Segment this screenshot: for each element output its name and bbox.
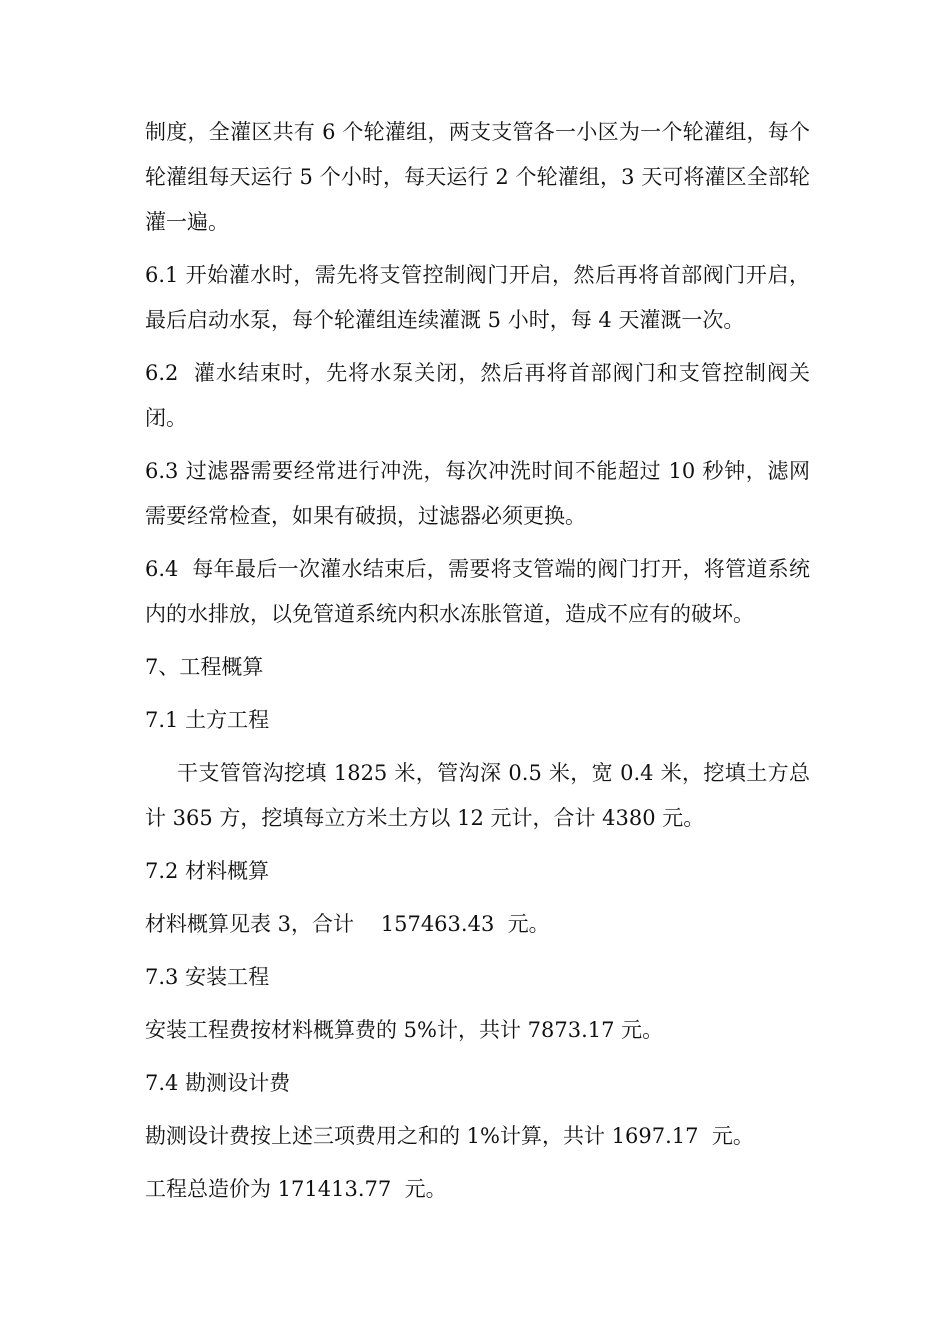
paragraph-6-4: 6.4 每年最后一次灌水结束后，需要将支管端的阀门打开，将管道系统内的水排放，以免管道系统内积水冻胀管道，造成不应有的破坏。	[145, 557, 810, 626]
subsection-heading-7-3: 7.3 安装工程	[145, 965, 270, 989]
paragraph-earthwork: 干支管管沟挖填 1825 米，管沟深 0.5 米，宽 0.4 米，挖填土方总计 365 方，挖填每立方米土方以 12 元计，合计 4380 元。	[145, 761, 810, 830]
paragraph-6-3: 6.3 过滤器需要经常进行冲洗，每次冲洗时间不能超过 10 秒钟，滤网需要经常检查，如果有破损，过滤器必须更换。	[145, 459, 810, 528]
section-heading-7: 7、工程概算	[145, 655, 264, 679]
paragraph-6-1: 6.1 开始灌水时，需先将支管控制阀门开启，然后再将首部阀门开启，最后启动水泵，每个轮灌组连续灌溉 5 小时，每 4 天灌溉一次。	[145, 263, 810, 332]
subsection-heading-7-1: 7.1 土方工程	[145, 708, 270, 732]
paragraph-installation: 安装工程费按材料概算费的 5%计，共计 7873.17 元。	[145, 1018, 664, 1042]
paragraph-survey-design: 勘测设计费按上述三项费用之和的 1%计算，共计 1697.17 元。	[145, 1124, 754, 1148]
paragraph-total-cost: 工程总造价为 171413.77 元。	[145, 1177, 447, 1201]
subsection-heading-7-2: 7.2 材料概算	[145, 859, 270, 883]
paragraph-rotation-system: 制度，全灌区共有 6 个轮灌组，两支支管各一小区为一个轮灌组，每个轮灌组每天运行 5 个小时，每天运行 2 个轮灌组，3 天可将灌区全部轮灌一遍。	[145, 120, 810, 234]
paragraph-6-2: 6.2 灌水结束时，先将水泵关闭，然后再将首部阀门和支管控制阀关闭。	[145, 361, 810, 430]
document-body	[145, 110, 810, 1220]
paragraph-materials: 材料概算见表 3，合计 157463.43 元。	[145, 912, 550, 936]
subsection-heading-7-4: 7.4 勘测设计费	[145, 1071, 291, 1095]
